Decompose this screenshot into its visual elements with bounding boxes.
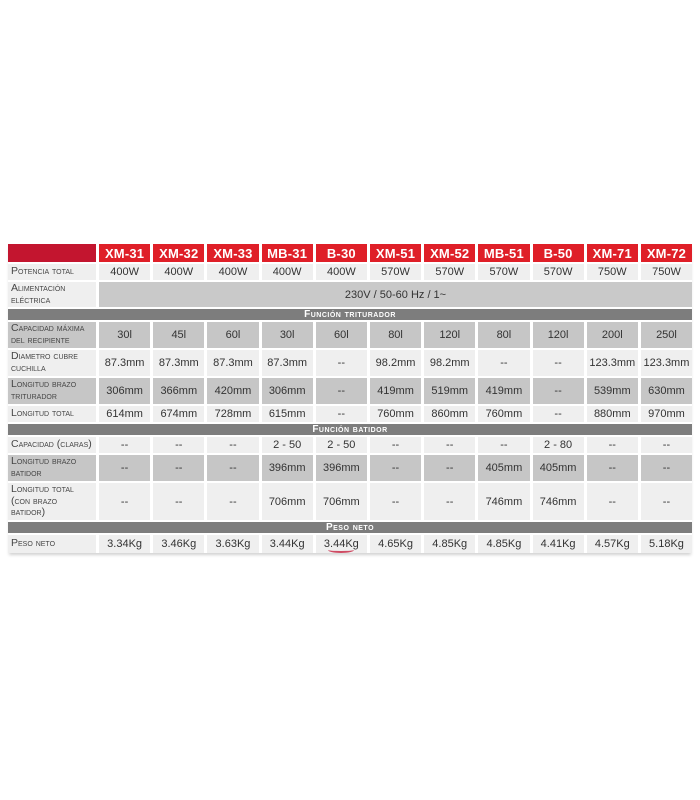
spec-value-cell: -- [99,455,150,481]
spec-value-cell: 746mm [533,483,584,520]
spec-value-cell: -- [99,437,150,453]
spec-value-cell: 60l [207,322,258,348]
spec-value-cell: 98.2mm [370,350,421,376]
spec-value-cell: 3.44Kg [262,535,313,553]
column-header-b-30: B-30 [316,244,367,262]
table-row [8,437,692,453]
spec-value-cell: 760mm [478,406,529,422]
spec-value-cell: 750W [587,264,638,280]
spec-value-cell: 396mm [316,455,367,481]
spec-value-cell: -- [316,350,367,376]
spec-value-cell: 674mm [153,406,204,422]
row-label: Alimentación eléctrica [8,282,96,307]
spec-value-cell: 860mm [424,406,475,422]
table-row [8,282,692,307]
spec-value-cell: -- [316,406,367,422]
column-header-mb-51: MB-51 [478,244,529,262]
spec-value-cell: 4.57Kg [587,535,638,553]
spec-value-cell: 87.3mm [262,350,313,376]
spec-value-cell: -- [424,455,475,481]
spec-value-cell: 306mm [262,378,313,404]
spec-value-cell: 419mm [478,378,529,404]
spec-value-cell: 87.3mm [99,350,150,376]
spec-value-cell: 400W [99,264,150,280]
spec-value-cell: 880mm [587,406,638,422]
table-corner-cell [8,244,96,262]
spec-value-cell: 123.3mm [641,350,692,376]
spec-value-cell: 396mm [262,455,313,481]
spec-value-cell: -- [207,437,258,453]
spec-value-cell: 30l [262,322,313,348]
column-header-xm-52: XM-52 [424,244,475,262]
spec-value-cell: 45l [153,322,204,348]
spec-value-cell: 760mm [370,406,421,422]
spec-value-cell: 419mm [370,378,421,404]
spec-value-cell: -- [533,350,584,376]
spec-value-cell: 4.85Kg [424,535,475,553]
row-label: Capacidad máxima del recipiente [8,322,96,348]
table-row [8,350,692,376]
spec-value-cell: 746mm [478,483,529,520]
spec-value-cell: 630mm [641,378,692,404]
power-supply-value: 230V / 50-60 Hz / 1~ [99,282,692,307]
spec-value-cell: -- [316,378,367,404]
spec-value-cell: -- [533,378,584,404]
table-header-row [8,244,692,262]
spec-value-cell: -- [478,437,529,453]
spec-value-cell: 366mm [153,378,204,404]
spec-value-cell: 3.46Kg [153,535,204,553]
product-spec-table [8,244,692,553]
spec-value-cell: 970mm [641,406,692,422]
spec-value-cell: -- [153,483,204,520]
spec-value-cell: -- [533,406,584,422]
spec-value-cell: 250l [641,322,692,348]
table-row [8,264,692,280]
spec-value-cell: -- [641,483,692,520]
column-header-xm-31: XM-31 [99,244,150,262]
spec-value-cell: -- [587,455,638,481]
column-header-xm-71: XM-71 [587,244,638,262]
spec-value-cell: 570W [370,264,421,280]
spellcheck-underline [328,547,354,553]
spec-value-cell: -- [641,455,692,481]
spec-value-cell: 80l [478,322,529,348]
spec-value-cell: 400W [316,264,367,280]
spec-value-cell: 306mm [99,378,150,404]
row-label: Longitud total (con brazo batidor) [8,483,96,520]
spec-value-cell: 400W [153,264,204,280]
spec-value-cell: 519mm [424,378,475,404]
spec-value-cell: 98.2mm [424,350,475,376]
column-header-b-50: B-50 [533,244,584,262]
spec-value-cell: -- [99,483,150,520]
spec-value-cell: -- [370,483,421,520]
spec-value-cell: 87.3mm [153,350,204,376]
row-label: Longitud brazo batidor [8,455,96,481]
column-header-xm-72: XM-72 [641,244,692,262]
spec-value-cell: -- [478,350,529,376]
spec-value-cell: 570W [478,264,529,280]
spec-value-cell: 2 - 50 [316,437,367,453]
spec-value-cell: 614mm [99,406,150,422]
spec-value-cell: -- [641,437,692,453]
spec-value-cell: 200l [587,322,638,348]
spec-value-cell: 570W [424,264,475,280]
table-row [8,406,692,422]
column-header-xm-51: XM-51 [370,244,421,262]
spec-value-cell: 400W [207,264,258,280]
table-row [8,535,692,553]
spec-value-cell: -- [153,455,204,481]
column-header-mb-31: MB-31 [262,244,313,262]
spec-value-cell: -- [587,483,638,520]
spec-value-cell: 420mm [207,378,258,404]
spec-value-cell: -- [207,483,258,520]
spec-value-cell: 3.34Kg [99,535,150,553]
spec-value-cell: -- [153,437,204,453]
spec-value-cell: 539mm [587,378,638,404]
spec-value-cell: 405mm [478,455,529,481]
spec-value-cell: 120l [533,322,584,348]
spec-value-cell: 80l [370,322,421,348]
spec-value-cell: 615mm [262,406,313,422]
spec-value-cell: 120l [424,322,475,348]
column-header-xm-33: XM-33 [207,244,258,262]
spec-value-cell: 123.3mm [587,350,638,376]
table-row [8,378,692,404]
section-header: Peso neto [8,522,692,533]
spec-value-cell: -- [207,455,258,481]
row-label: Potencia total [8,264,96,280]
table-row [8,455,692,481]
spec-value-cell: 706mm [316,483,367,520]
row-label: Longitud total [8,406,96,422]
row-label: Longitud brazo triturador [8,378,96,404]
spec-value-cell: 87.3mm [207,350,258,376]
row-label: Peso neto [8,535,96,553]
spec-value-cell: -- [587,437,638,453]
spec-value-cell: 4.85Kg [478,535,529,553]
table-row [8,322,692,348]
section-header: Función triturador [8,309,692,320]
spec-value-cell: -- [370,437,421,453]
spec-value-cell: 30l [99,322,150,348]
spec-value-cell: 750W [641,264,692,280]
spec-value-cell: 3.63Kg [207,535,258,553]
table-row [8,483,692,520]
spec-value-cell: -- [424,437,475,453]
spec-value-cell: -- [424,483,475,520]
row-label: Capacidad (claras) [8,437,96,453]
spec-value-cell: 5.18Kg [641,535,692,553]
spec-value-cell: 3.44Kg [316,535,367,553]
spec-value-cell: 400W [262,264,313,280]
spec-value-cell: 728mm [207,406,258,422]
section-header: Función batidor [8,424,692,435]
spec-value-cell: 60l [316,322,367,348]
row-label: Diametro cubre cuchilla [8,350,96,376]
spec-value-cell: 2 - 50 [262,437,313,453]
spec-value-cell: -- [370,455,421,481]
spec-value-cell: 4.65Kg [370,535,421,553]
spec-value-cell: 706mm [262,483,313,520]
spec-value-cell: 570W [533,264,584,280]
spec-value-cell: 405mm [533,455,584,481]
spec-value-cell: 4.41Kg [533,535,584,553]
spec-value-cell: 2 - 80 [533,437,584,453]
column-header-xm-32: XM-32 [153,244,204,262]
